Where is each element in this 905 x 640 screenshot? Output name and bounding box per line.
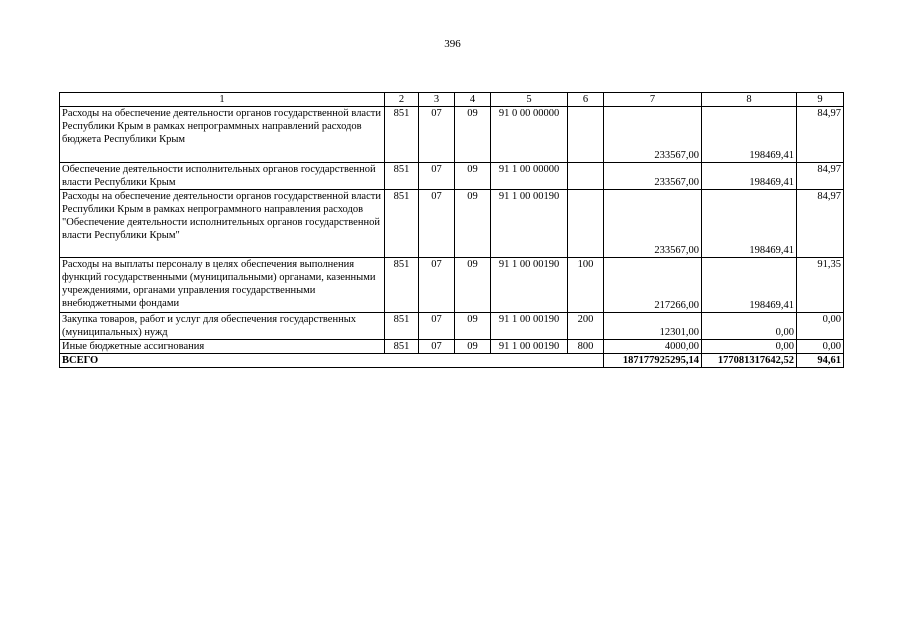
table-row <box>60 163 844 190</box>
code-cell: 851 <box>385 313 419 340</box>
code-cell: 91 0 00 00000 <box>491 107 568 163</box>
amount-cell: 233567,00 <box>604 163 702 190</box>
table-header-row <box>60 93 844 107</box>
percent-cell: 0,00 <box>797 313 844 340</box>
amount-cell: 198469,41 <box>702 190 797 258</box>
amount-cell: 0,00 <box>702 340 797 354</box>
code-cell: 851 <box>385 107 419 163</box>
table-row <box>60 340 844 354</box>
percent-cell: 91,35 <box>797 258 844 313</box>
code-cell <box>568 163 604 190</box>
empty-cell <box>455 354 491 368</box>
header-cell: 8 <box>702 93 797 107</box>
code-cell: 09 <box>455 107 491 163</box>
code-cell: 91 1 00 00190 <box>491 258 568 313</box>
percent-cell: 84,97 <box>797 107 844 163</box>
total-amount-cell: 177081317642,52 <box>702 354 797 368</box>
row-name: Расходы на обеспечение деятельности органов государственной власти Республики Крым в рамках непрограммного направления расходов "Обеспечение деятельности исполнительных органов государственной власти Республики Крым" <box>60 190 385 258</box>
percent-cell: 84,97 <box>797 163 844 190</box>
code-cell: 09 <box>455 258 491 313</box>
code-cell: 200 <box>568 313 604 340</box>
code-cell: 09 <box>455 313 491 340</box>
header-cell: 1 <box>60 93 385 107</box>
code-cell: 07 <box>419 313 455 340</box>
amount-cell: 0,00 <box>702 313 797 340</box>
code-cell <box>568 190 604 258</box>
header-cell: 7 <box>604 93 702 107</box>
budget-table <box>59 92 844 368</box>
amount-cell: 233567,00 <box>604 190 702 258</box>
empty-cell <box>491 354 568 368</box>
code-cell: 100 <box>568 258 604 313</box>
code-cell: 09 <box>455 163 491 190</box>
code-cell: 07 <box>419 258 455 313</box>
amount-cell: 198469,41 <box>702 107 797 163</box>
row-name: Иные бюджетные ассигнования <box>60 340 385 354</box>
table-row <box>60 258 844 313</box>
amount-cell: 217266,00 <box>604 258 702 313</box>
empty-cell <box>568 354 604 368</box>
total-amount-cell: 187177925295,14 <box>604 354 702 368</box>
code-cell: 09 <box>455 340 491 354</box>
empty-cell <box>419 354 455 368</box>
header-cell: 5 <box>491 93 568 107</box>
code-cell <box>568 107 604 163</box>
header-cell: 2 <box>385 93 419 107</box>
header-cell: 4 <box>455 93 491 107</box>
total-percent-cell: 94,61 <box>797 354 844 368</box>
table-row <box>60 313 844 340</box>
code-cell: 09 <box>455 190 491 258</box>
code-cell: 851 <box>385 163 419 190</box>
row-name: Расходы на выплаты персоналу в целях обеспечения выполнения функций государственными (муниципальными) органами, казенными учреждениями, органами управления государственными внебюджетными фондами <box>60 258 385 313</box>
percent-cell: 84,97 <box>797 190 844 258</box>
amount-cell: 4000,00 <box>604 340 702 354</box>
code-cell: 91 1 00 00190 <box>491 313 568 340</box>
header-cell: 6 <box>568 93 604 107</box>
amount-cell: 198469,41 <box>702 258 797 313</box>
code-cell: 91 1 00 00190 <box>491 190 568 258</box>
amount-cell: 12301,00 <box>604 313 702 340</box>
code-cell: 800 <box>568 340 604 354</box>
table-row <box>60 107 844 163</box>
table-row <box>60 190 844 258</box>
page-number: 396 <box>444 38 461 50</box>
code-cell: 07 <box>419 107 455 163</box>
row-name: Расходы на обеспечение деятельности органов государственной власти Республики Крым в рамках непрограммных направлений расходов бюджета Республики Крым <box>60 107 385 163</box>
header-cell: 9 <box>797 93 844 107</box>
code-cell: 851 <box>385 190 419 258</box>
row-name: Закупка товаров, работ и услуг для обеспечения государственных (муниципальных) нужд <box>60 313 385 340</box>
code-cell: 851 <box>385 258 419 313</box>
code-cell: 91 1 00 00190 <box>491 340 568 354</box>
amount-cell: 233567,00 <box>604 107 702 163</box>
header-cell: 3 <box>419 93 455 107</box>
code-cell: 851 <box>385 340 419 354</box>
code-cell: 07 <box>419 340 455 354</box>
amount-cell: 198469,41 <box>702 163 797 190</box>
empty-cell <box>385 354 419 368</box>
total-row <box>60 354 844 368</box>
code-cell: 07 <box>419 190 455 258</box>
row-name: Обеспечение деятельности исполнительных органов государственной власти Республики Крым <box>60 163 385 190</box>
code-cell: 07 <box>419 163 455 190</box>
percent-cell: 0,00 <box>797 340 844 354</box>
total-label: ВСЕГО <box>60 354 385 368</box>
code-cell: 91 1 00 00000 <box>491 163 568 190</box>
